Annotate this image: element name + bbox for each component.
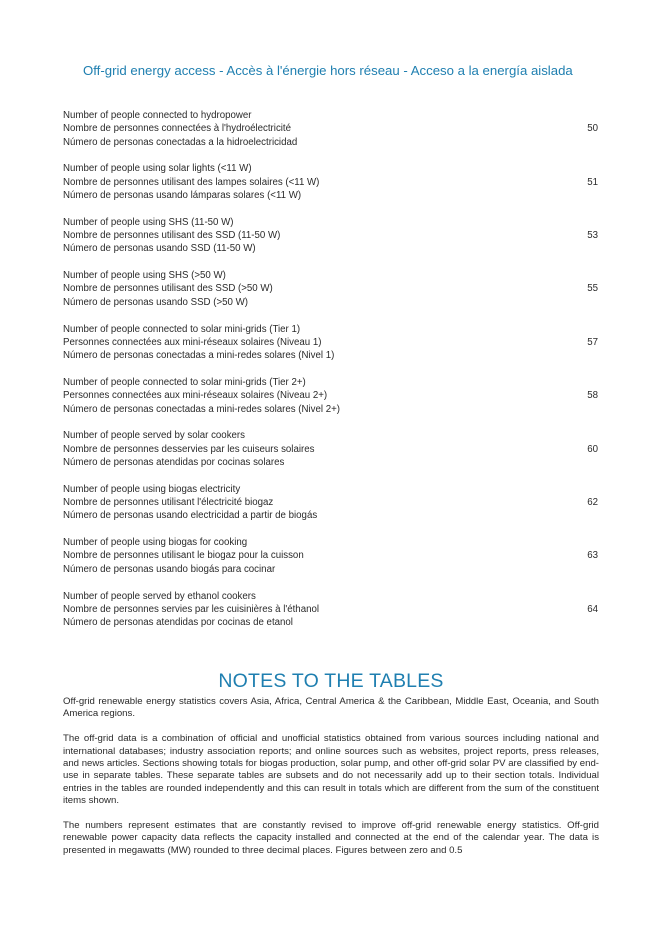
section-title: Off-grid energy access - Accès à l'énergie hors réseau - Acceso a la energía aislada xyxy=(83,63,573,78)
toc-entry[interactable] xyxy=(63,109,600,149)
notes-heading: NOTES TO THE TABLES xyxy=(218,670,444,692)
toc-entry-spanish: Número de personas usando SSD (>50 W) xyxy=(63,296,248,308)
toc-entry[interactable] xyxy=(63,323,600,363)
toc-entry-french: Nombre de personnes utilisant des SSD (>50 W) xyxy=(63,283,273,295)
toc-entry-spanish: Número de personas conectadas a mini-redes solares (Nivel 1) xyxy=(63,350,335,362)
toc-entry[interactable] xyxy=(63,483,600,523)
toc-entry-french: Nombre de personnes connectées à l'hydroélectricité xyxy=(63,123,292,135)
toc-page-number: 62 xyxy=(587,497,598,509)
toc-entry-english: Number of people served by solar cookers xyxy=(63,430,246,442)
toc-entry-spanish: Número de personas atendidas por cocinas solares xyxy=(63,456,285,468)
toc-entry[interactable] xyxy=(63,162,600,202)
toc-entry-spanish: Número de personas conectadas a mini-redes solares (Nivel 2+) xyxy=(63,403,341,415)
toc-entry-english: Number of people using biogas electricity xyxy=(63,483,241,495)
toc-entry-french: Nombre de personnes utilisant l'électricité biogaz xyxy=(63,497,274,509)
notes-paragraph: Off-grid renewable energy statistics covers Asia, Africa, Central America & the Caribbean, Middle East, Oceania, and South America regions. xyxy=(63,696,599,720)
toc-entry-english: Number of people using SHS (11-50 W) xyxy=(63,216,234,228)
toc-entry[interactable] xyxy=(63,429,600,469)
toc-entry[interactable] xyxy=(63,269,600,309)
toc-entry-spanish: Número de personas usando lámparas solares (<11 W) xyxy=(63,189,302,201)
toc-entry-spanish: Número de personas usando SSD (11-50 W) xyxy=(63,243,256,255)
toc-page-number: 50 xyxy=(587,123,598,135)
toc-entry[interactable] xyxy=(63,216,600,256)
toc-entry-spanish: Número de personas atendidas por cocinas de etanol xyxy=(63,617,293,629)
toc-entry[interactable] xyxy=(63,590,600,630)
toc-entry-french: Personnes connectées aux mini-réseaux solaires (Niveau 2+) xyxy=(63,390,328,402)
toc-entry-english: Number of people served by ethanol cookers xyxy=(63,590,256,602)
toc-entry-english: Number of people connected to hydropower xyxy=(63,110,252,121)
notes-paragraph: The off-grid data is a combination of official and unofficial statistics obtained from various sources including national and international databases; industry association reports; and online sources such as websites, project reports, press releases, and news articles. Sections showing totals for biogas production, solar pump, and other off-grid solar PV are classified by end-use in separate tables. These separate tables are subsets and do not necessarily add up to their section totals. Individual entries in the tables are rounded independently and this can result in totals which are different from the sum of the constituent items shown. xyxy=(63,733,599,807)
table-of-contents xyxy=(63,109,600,643)
toc-page-number: 63 xyxy=(587,550,598,562)
toc-page-number: 60 xyxy=(587,443,598,455)
toc-entry-french: Nombre de personnes desservies par les cuiseurs solaires xyxy=(63,443,315,455)
toc-page-number: 57 xyxy=(587,336,598,348)
toc-page-number: 55 xyxy=(587,283,598,295)
toc-entry[interactable] xyxy=(63,536,600,576)
toc-entry-spanish: Número de personas usando biogás para cocinar xyxy=(63,563,276,575)
toc-entry-spanish: Número de personas usando electricidad a partir de biogás xyxy=(63,510,318,522)
toc-page-number: 53 xyxy=(587,230,598,242)
toc-entry-french: Nombre de personnes utilisant le biogaz pour la cuisson xyxy=(63,550,304,562)
toc-entry-english: Number of people using biogas for cooking xyxy=(63,537,248,549)
toc-page-number: 51 xyxy=(587,176,598,188)
toc-entry-french: Nombre de personnes servies par les cuisinières à l'éthanol xyxy=(63,603,320,615)
toc-entry-english: Number of people using solar lights (<11 W) xyxy=(63,163,252,175)
toc-entry-french: Nombre de personnes utilisant des SSD (11-50 W) xyxy=(63,230,281,242)
toc-entry-english: Number of people using SHS (>50 W) xyxy=(63,270,226,282)
toc-page-number: 58 xyxy=(587,390,598,402)
toc-entry-spanish: Número de personas conectadas a la hidroelectricidad xyxy=(63,136,298,148)
toc-page-number: 64 xyxy=(587,603,598,615)
toc-entry-english: Number of people connected to solar mini-grids (Tier 1) xyxy=(63,323,301,335)
toc-entry-french: Personnes connectées aux mini-réseaux solaires (Niveau 1) xyxy=(63,336,322,348)
toc-entry-french: Nombre de personnes utilisant des lampes solaires (<11 W) xyxy=(63,176,320,188)
toc-entry[interactable] xyxy=(63,376,600,416)
toc-entry-english: Number of people connected to solar mini-grids (Tier 2+) xyxy=(63,376,306,388)
notes-body xyxy=(63,696,599,870)
notes-paragraph: The numbers represent estimates that are constantly revised to improve off-grid renewable energy statistics. Off-grid renewable power capacity data reflects the capacity installed and connected at the end of the calendar year. The data is presented in megawatts (MW) rounded to three decimal places. Figures between zero and 0.5 xyxy=(63,820,599,856)
